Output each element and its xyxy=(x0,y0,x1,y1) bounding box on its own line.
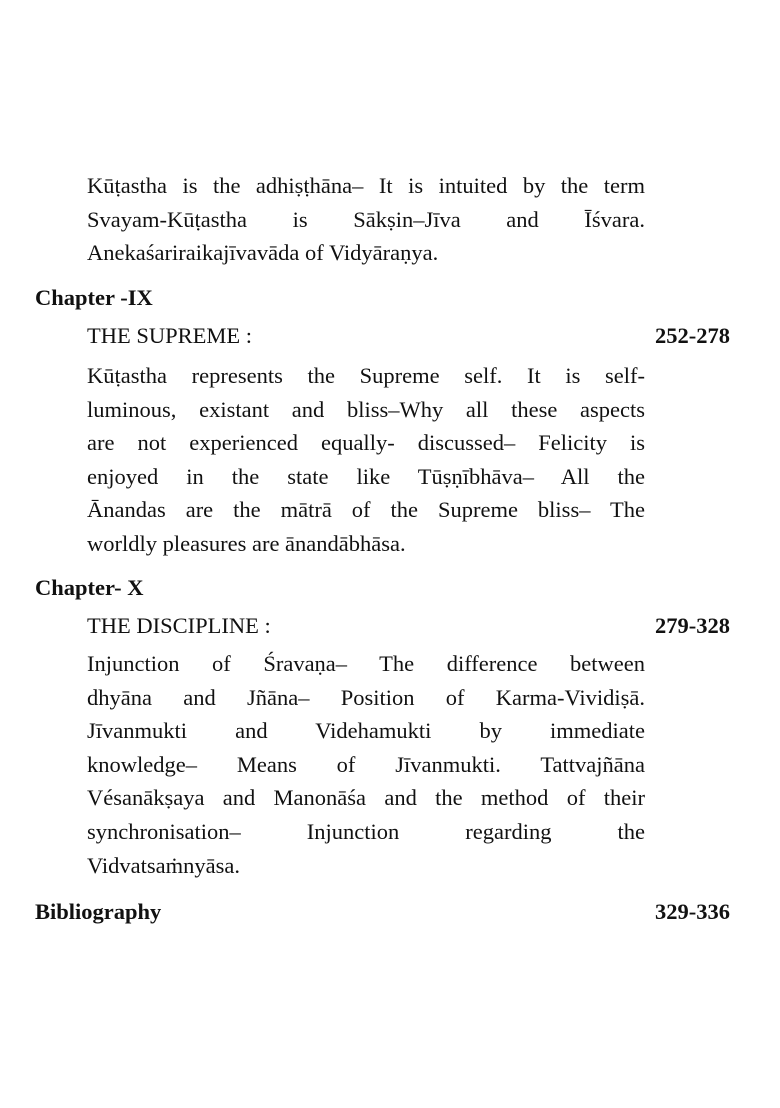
text-line: luminous, existant and bliss–Why all these aspects xyxy=(87,396,645,422)
text-line: dhyāna and Jñāna– Position of Karma-Vividiṣā. xyxy=(87,684,645,710)
chapter-9-summary xyxy=(87,359,645,561)
bibliography-entry xyxy=(35,895,730,929)
intro-paragraph xyxy=(87,169,645,270)
chapter-10-heading: Chapter- X xyxy=(35,575,144,600)
text-line: knowledge– Means of Jīvanmukti. Tattvajñāna xyxy=(87,751,645,777)
text-line: Vidvatsaṁnyāsa. xyxy=(87,852,240,878)
text-line: Jīvanmukti and Videhamukti by immediate xyxy=(87,718,645,744)
text-line: are not experienced equally- discussed– Felicity is xyxy=(87,430,645,456)
text-line: enjoyed in the state like Tūṣṇībhāva– All the xyxy=(87,463,645,489)
text-line: synchronisation– Injunction regarding the xyxy=(87,818,645,844)
text-line: worldly pleasures are ānandābhāsa. xyxy=(87,530,406,556)
text-line: Anekaśariraikajīvavāda of Vidyāraṇya. xyxy=(87,240,439,266)
chapter-9-title: THE SUPREME : xyxy=(87,323,253,348)
text-line: Kūṭastha is the adhiṣṭhāna– It is intuited by the term xyxy=(87,173,645,198)
chapter-9-pages: 252-278 xyxy=(655,323,730,348)
chapter-10-title: THE DISCIPLINE : xyxy=(87,613,271,638)
chapter-9-entry xyxy=(87,319,730,353)
chapter-10-summary xyxy=(87,647,645,882)
bibliography-heading: Bibliography xyxy=(35,899,162,924)
text-line: Vésanākṣaya and Manonāśa and the method of their xyxy=(87,785,645,811)
text-line: Injunction of Śravaṇa– The difference between xyxy=(87,651,645,676)
text-line: Svayam-Kūṭastha is Sākṣin–Jīva and Īśvara. xyxy=(87,206,645,232)
text-line: Ānandas are the mātrā of the Supreme bliss– The xyxy=(87,497,645,523)
text-line: Kūṭastha represents the Supreme self. It is self- xyxy=(87,363,645,388)
chapter-10-pages: 279-328 xyxy=(655,613,730,638)
chapter-9-heading: Chapter -IX xyxy=(35,285,153,310)
chapter-10-entry xyxy=(87,609,730,643)
bibliography-pages: 329-336 xyxy=(655,899,730,924)
